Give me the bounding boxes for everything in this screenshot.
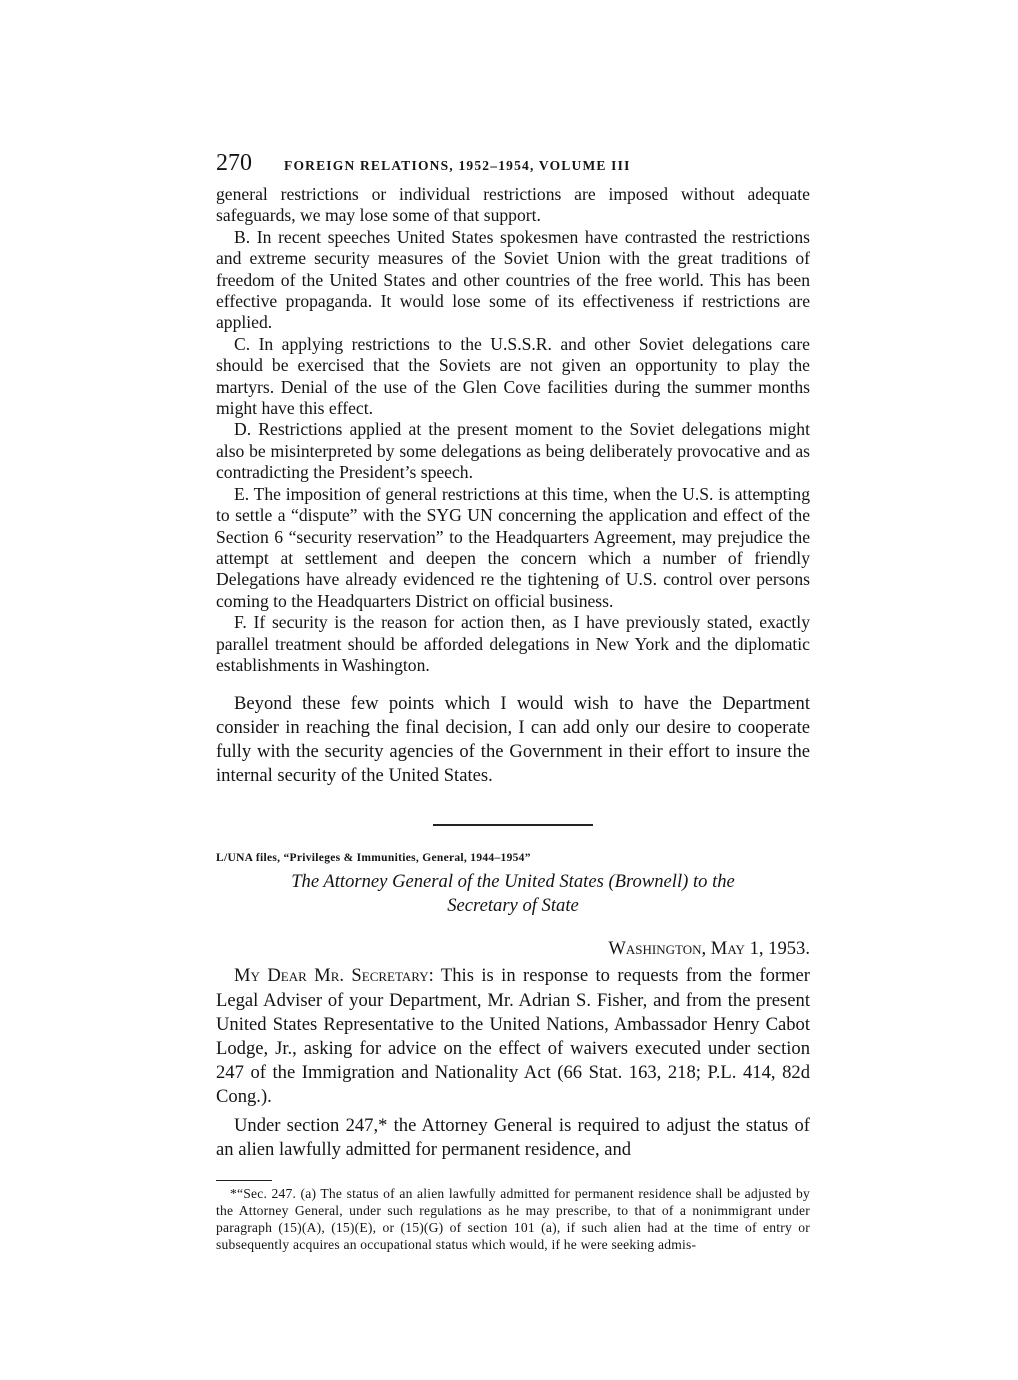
- document-title-line-1: The Attorney General of the United States (Brownell) to the: [291, 871, 735, 893]
- document-page: [216, 150, 810, 1253]
- footnote: *“Sec. 247. (a) The status of an alien lawfully admitted for permanent residence shall be adjusted by the Attorney General, under such regulations as he may prescribe, to that of a nonimmigrant under paragraph (15)(A), (15)(E), or (15)(G) of section 101 (a), if such alien had at the time of entry or subsequently acquires an occupational status which would, if he were seeking admis-: [216, 1185, 810, 1252]
- document-title: [216, 870, 810, 918]
- source-citation: L/UNA files, “Privileges & Immunities, General, 1944–1954”: [216, 852, 531, 865]
- dateline: Washington, May 1, 1953.: [608, 938, 810, 960]
- letter-paragraph-1: [216, 964, 810, 1109]
- running-head: FOREIGN RELATIONS, 1952–1954, VOLUME III: [284, 158, 631, 173]
- paragraph-e: E. The imposition of general restrictions at this time, when the U.S. is attempting to settle a “dispute” with the SYG UN concerning the application and effect of the Section 6 “security reservation” to the Headquarters Agreement, may prejudice the attempt at settlement and deepen the concern which a number of friendly Delegations have already evidenced re the tightening of U.S. control over persons coming to the Headquarters District on official business.: [216, 483, 810, 611]
- letter-paragraph-1-text: This is in response to requests from the former Legal Adviser of your Department, Mr. Adrian S. Fisher, and from the present United States Representative to the United Nations, Ambassador Henry Cabot Lodge, Jr., asking for advice on the effect of waivers executed under section 247 of the Immigration and Nationality Act (66 Stat. 163, 218; P.L. 414, 82d Cong.).: [216, 965, 810, 1108]
- paragraph-continued: general restrictions or individual restrictions are imposed without adequate safeguards, we may lose some of that support.: [216, 184, 810, 226]
- paragraph-b: B. In recent speeches United States spokesmen have contrasted the restrictions and extreme security measures of the Soviet Union with the great traditions of freedom of the United States and other countries of the free world. This has been effective propaganda. It would lose some of its effectiveness if restrictions are applied.: [216, 226, 810, 333]
- document-title-line-2: Secretary of State: [447, 895, 579, 917]
- section-divider: [433, 824, 593, 826]
- footnote-divider: [216, 1180, 272, 1181]
- paragraph-c: C. In applying restrictions to the U.S.S.R. and other Soviet delegations care should be exercised that the Soviets are not given an opportunity to play the martyrs. Denial of the use of the Glen Cove facilities during the summer months might have this effect.: [216, 333, 810, 419]
- page-header: [216, 150, 810, 184]
- letter-paragraph-2: Under section 247,* the Attorney General is required to adjust the status of an alien lawfully admitted for permanent residence, and: [216, 1114, 810, 1160]
- salutation: My Dear Mr. Secretary:: [234, 965, 434, 987]
- paragraph-f: F. If security is the reason for action then, as I have previously stated, exactly parallel treatment should be afforded delegations in New York and the diplomatic establishments in Washington.: [216, 612, 810, 675]
- page-number: 270: [216, 150, 252, 176]
- closing-paragraph: Beyond these few points which I would wish to have the Department consider in reaching the final decision, I can add only our desire to cooperate fully with the security agencies of the Government in their effort to insure the internal security of the United States.: [216, 693, 810, 787]
- paragraph-d: D. Restrictions applied at the present moment to the Soviet delegations might also be misinterpreted by some delegations as being deliberately provocative and as contradicting the President’s speech.: [216, 419, 810, 483]
